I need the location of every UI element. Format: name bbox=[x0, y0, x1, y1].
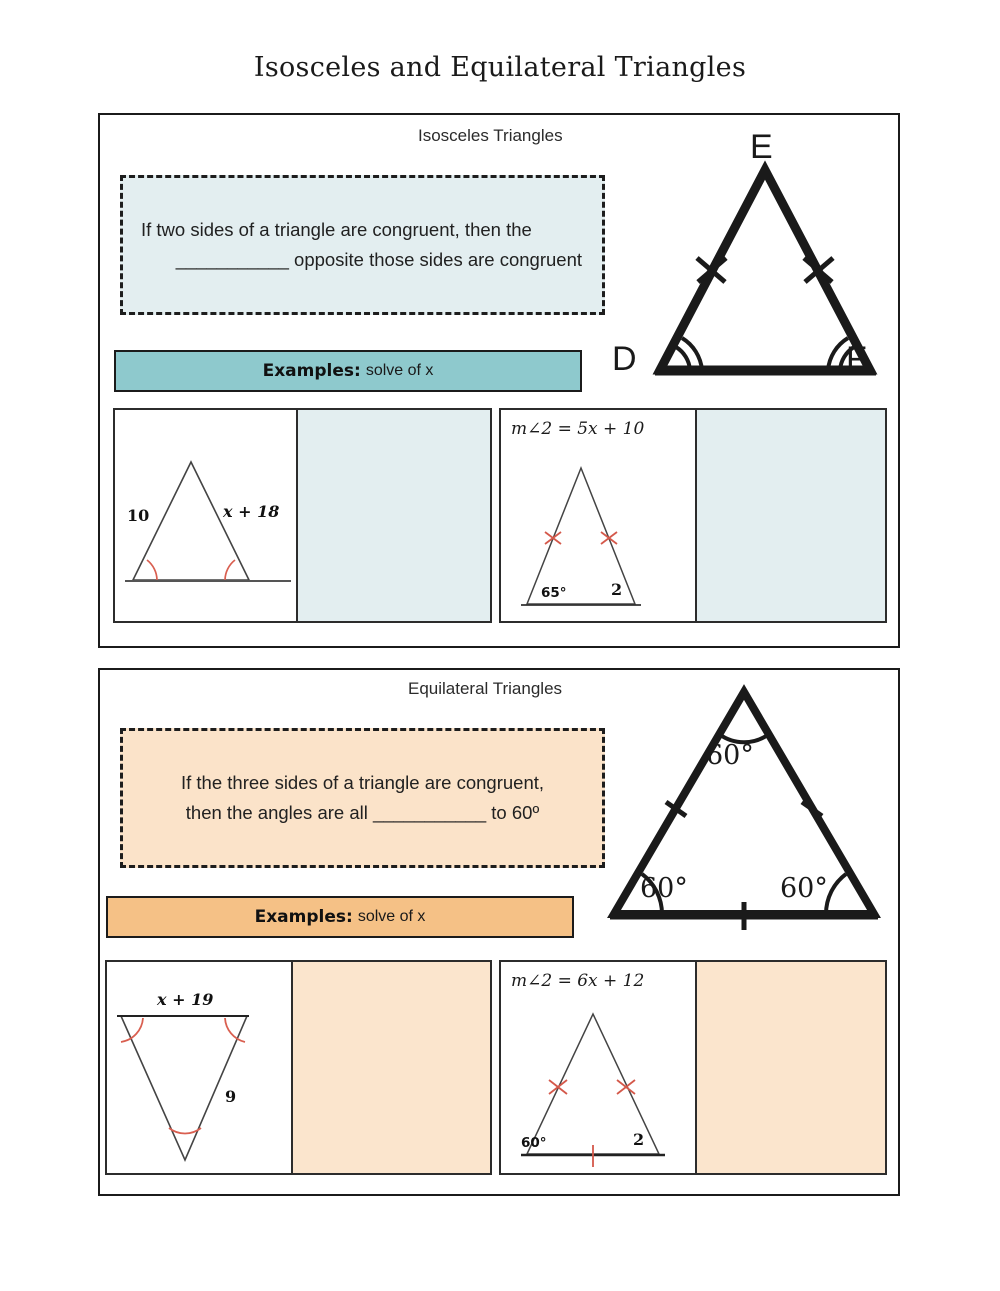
example-cell-4 bbox=[499, 960, 697, 1175]
rule-line-2-eq bbox=[137, 798, 588, 828]
angle-label-right-60: 60° bbox=[780, 873, 828, 904]
rule-line-1: If two sides of a triangle are congruent, then the bbox=[141, 219, 532, 241]
angle-label-60-ex4: 60° bbox=[521, 1135, 547, 1151]
rule-line-2-pre: then the angles are all bbox=[185, 802, 373, 823]
examples-label-rest: solve of x bbox=[365, 362, 434, 379]
rule-line-1-eq: If the three sides of a triangle are congruent, bbox=[180, 772, 545, 794]
example-cell-2 bbox=[499, 408, 697, 623]
answer-area-2[interactable] bbox=[697, 408, 887, 623]
examples-label-strong: Examples: bbox=[262, 361, 361, 381]
rule-line-2-text: opposite those sides are congruent bbox=[288, 249, 582, 270]
side-label-x-plus-19: x + 19 bbox=[157, 990, 214, 1009]
examples-bar-isosceles bbox=[114, 350, 582, 392]
angle-label-top-60: 60° bbox=[706, 740, 754, 771]
side-label-x-plus-18: x + 18 bbox=[223, 502, 280, 521]
side-label-10: 10 bbox=[127, 506, 150, 525]
vertex-label-f: F bbox=[846, 340, 867, 378]
section-heading-isosceles: Isosceles Triangles bbox=[418, 126, 563, 145]
angle-label-2: 2 bbox=[611, 580, 623, 599]
rule-box-isosceles bbox=[120, 175, 605, 315]
page-title: Isosceles and Equilateral Triangles bbox=[253, 52, 747, 83]
angle-label-2-ex4: 2 bbox=[633, 1130, 645, 1149]
answer-area-3[interactable] bbox=[293, 960, 492, 1175]
examples-label-rest-eq: solve of x bbox=[357, 908, 426, 925]
examples-label-strong-eq: Examples: bbox=[254, 907, 353, 927]
rule-blank-eq: ___________ bbox=[372, 802, 487, 823]
rule-line-2 bbox=[137, 245, 588, 275]
angle-label-left-60: 60° bbox=[640, 873, 688, 904]
section-heading-equilateral: Equilateral Triangles bbox=[408, 679, 563, 698]
angle-label-65: 65° bbox=[541, 585, 567, 601]
vertex-label-d: D bbox=[612, 340, 637, 378]
equation-label-4: m∠2 = 6x + 12 bbox=[511, 971, 645, 991]
vertex-label-e: E bbox=[750, 128, 773, 166]
answer-area-4[interactable] bbox=[697, 960, 887, 1175]
example-cell-3 bbox=[105, 960, 293, 1175]
examples-bar-equilateral bbox=[106, 896, 574, 938]
example-cell-1 bbox=[113, 408, 298, 623]
rule-line-2-post: to 60º bbox=[486, 802, 540, 823]
equation-label-2: m∠2 = 5x + 10 bbox=[511, 419, 645, 439]
rule-blank: ___________ bbox=[175, 249, 289, 270]
rule-box-equilateral bbox=[120, 728, 605, 868]
side-label-9: 9 bbox=[225, 1087, 237, 1106]
answer-area-1[interactable] bbox=[298, 408, 492, 623]
